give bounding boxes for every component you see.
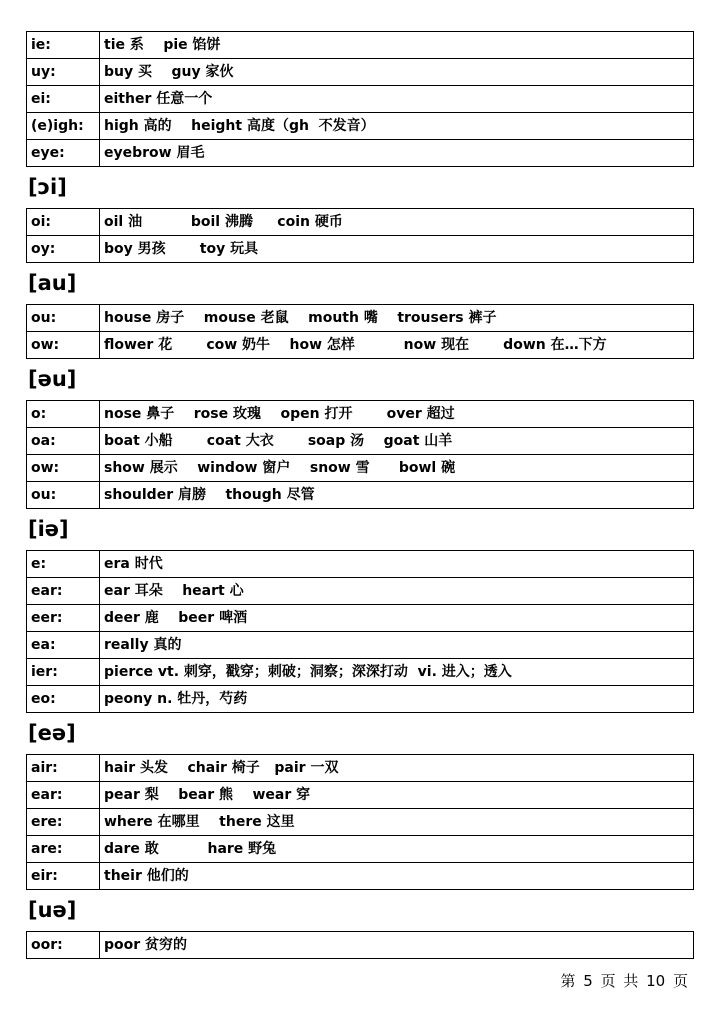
spelling-table bbox=[26, 304, 694, 359]
example-words: flower 花 cow 奶牛 how 怎样 now 现在 down 在…下方 bbox=[100, 332, 694, 359]
phonetic-heading: [əu] bbox=[28, 367, 77, 391]
phonetic-heading: [ɔi] bbox=[28, 175, 67, 199]
table-row bbox=[27, 59, 694, 86]
spelling-pattern: oi: bbox=[27, 209, 100, 236]
table-row bbox=[27, 401, 694, 428]
spelling-pattern: (e)igh: bbox=[27, 113, 100, 140]
spelling-pattern: ow: bbox=[27, 332, 100, 359]
phonetic-heading: [eə] bbox=[28, 721, 76, 745]
spelling-pattern: ou: bbox=[27, 482, 100, 509]
table-row bbox=[27, 755, 694, 782]
table-row bbox=[27, 113, 694, 140]
example-words: oil 油 boil 沸腾 coin 硬币 bbox=[100, 209, 694, 236]
table-row bbox=[27, 605, 694, 632]
spelling-table bbox=[26, 400, 694, 509]
spelling-pattern: eye: bbox=[27, 140, 100, 167]
spelling-pattern: oor: bbox=[27, 932, 100, 959]
example-words: shoulder 肩膀 though 尽管 bbox=[100, 482, 694, 509]
phonetic-heading: [uə] bbox=[28, 898, 77, 922]
table-row bbox=[27, 578, 694, 605]
table-row bbox=[27, 551, 694, 578]
spelling-pattern: ear: bbox=[27, 578, 100, 605]
spelling-table bbox=[26, 31, 694, 167]
example-words: era 时代 bbox=[100, 551, 694, 578]
example-words: either 任意一个 bbox=[100, 86, 694, 113]
example-words: ear 耳朵 heart 心 bbox=[100, 578, 694, 605]
phonetic-heading: [au] bbox=[28, 271, 77, 295]
spelling-pattern: oa: bbox=[27, 428, 100, 455]
table-row bbox=[27, 809, 694, 836]
example-words: show 展示 window 窗户 snow 雪 bowl 碗 bbox=[100, 455, 694, 482]
spelling-pattern: air: bbox=[27, 755, 100, 782]
vowel-spelling-document bbox=[26, 31, 694, 959]
table-row bbox=[27, 455, 694, 482]
spelling-table bbox=[26, 208, 694, 263]
table-row bbox=[27, 140, 694, 167]
example-words: deer 鹿 beer 啤酒 bbox=[100, 605, 694, 632]
table-row bbox=[27, 305, 694, 332]
table-row bbox=[27, 659, 694, 686]
example-words: boat 小船 coat 大衣 soap 汤 goat 山羊 bbox=[100, 428, 694, 455]
spelling-pattern: eo: bbox=[27, 686, 100, 713]
spelling-pattern: ea: bbox=[27, 632, 100, 659]
spelling-pattern: ear: bbox=[27, 782, 100, 809]
spelling-pattern: ere: bbox=[27, 809, 100, 836]
spelling-pattern: oy: bbox=[27, 236, 100, 263]
spelling-pattern: e: bbox=[27, 551, 100, 578]
table-row bbox=[27, 932, 694, 959]
example-words: buy 买 guy 家伙 bbox=[100, 59, 694, 86]
example-words: where 在哪里 there 这里 bbox=[100, 809, 694, 836]
example-words: boy 男孩 toy 玩具 bbox=[100, 236, 694, 263]
example-words: pierce vt. 刺穿，戳穿；刺破；洞察；深深打动 vi. 进入；透入 bbox=[100, 659, 694, 686]
spelling-pattern: are: bbox=[27, 836, 100, 863]
table-row bbox=[27, 482, 694, 509]
example-words: nose 鼻子 rose 玫瑰 open 打开 over 超过 bbox=[100, 401, 694, 428]
spelling-pattern: ow: bbox=[27, 455, 100, 482]
spelling-pattern: ie: bbox=[27, 32, 100, 59]
example-words: dare 敢 hare 野兔 bbox=[100, 836, 694, 863]
spelling-pattern: o: bbox=[27, 401, 100, 428]
example-words: high 高的 height 高度（gh 不发音） bbox=[100, 113, 694, 140]
spelling-table bbox=[26, 550, 694, 713]
spelling-pattern: ei: bbox=[27, 86, 100, 113]
example-words: tie 系 pie 馅饼 bbox=[100, 32, 694, 59]
example-words: hair 头发 chair 椅子 pair 一双 bbox=[100, 755, 694, 782]
table-row bbox=[27, 32, 694, 59]
table-row bbox=[27, 332, 694, 359]
spelling-pattern: eer: bbox=[27, 605, 100, 632]
spelling-table bbox=[26, 931, 694, 959]
spelling-pattern: ou: bbox=[27, 305, 100, 332]
table-row bbox=[27, 632, 694, 659]
spelling-pattern: ier: bbox=[27, 659, 100, 686]
table-row bbox=[27, 782, 694, 809]
page-number-footer: 第 5 页 共 10 页 bbox=[560, 972, 688, 990]
spelling-table bbox=[26, 754, 694, 890]
table-row bbox=[27, 836, 694, 863]
example-words: pear 梨 bear 熊 wear 穿 bbox=[100, 782, 694, 809]
example-words: really 真的 bbox=[100, 632, 694, 659]
table-row bbox=[27, 428, 694, 455]
example-words: house 房子 mouse 老鼠 mouth 嘴 trousers 裤子 bbox=[100, 305, 694, 332]
table-row bbox=[27, 86, 694, 113]
spelling-pattern: uy: bbox=[27, 59, 100, 86]
example-words: peony n. 牡丹，芍药 bbox=[100, 686, 694, 713]
spelling-pattern: eir: bbox=[27, 863, 100, 890]
phonetic-heading: [iə] bbox=[28, 517, 69, 541]
table-row bbox=[27, 236, 694, 263]
table-row bbox=[27, 686, 694, 713]
example-words: eyebrow 眉毛 bbox=[100, 140, 694, 167]
table-row bbox=[27, 209, 694, 236]
example-words: their 他们的 bbox=[100, 863, 694, 890]
example-words: poor 贫穷的 bbox=[100, 932, 694, 959]
table-row bbox=[27, 863, 694, 890]
